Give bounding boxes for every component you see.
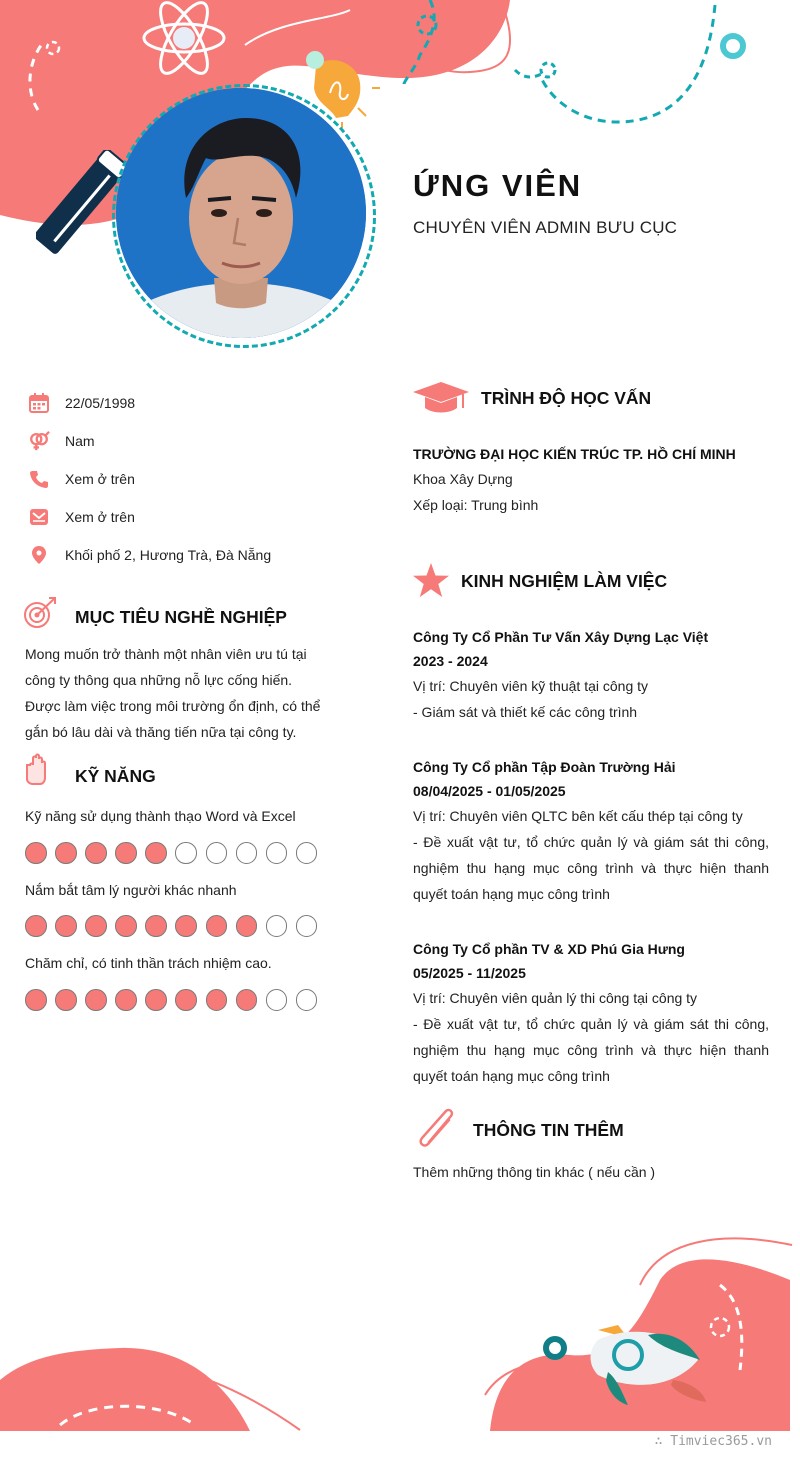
rating-dot-filled: [115, 915, 137, 937]
job-description: - Đề xuất vật tư, tổ chức quản lý và giám sát thi công, nghiệm thu hạng mục công trình và thực hiện thanh quyết toán hạng mục công trình: [413, 1016, 769, 1084]
candidate-position: CHUYÊN VIÊN ADMIN BƯU CỤC: [413, 218, 678, 237]
rating-dot-filled: [85, 915, 107, 937]
rating-dot-filled: [175, 915, 197, 937]
rating-dot-empty: [296, 989, 318, 1011]
experience-title: KINH NGHIỆM LÀM VIỆC: [461, 571, 668, 591]
rating-dot-filled: [55, 915, 77, 937]
job-period: 05/2025 - 11/2025: [413, 965, 526, 981]
info-address: [28, 536, 348, 574]
gender-text: Nam: [65, 433, 95, 449]
job-description: - Đề xuất vật tư, tổ chức quản lý và giám sát thi công, nghiệm thu hạng mục công trình và thực hiện thanh quyết toán hạng mục công trình: [413, 834, 769, 902]
address-text: Khối phố 2, Hương Trà, Đà Nẵng: [65, 547, 272, 563]
education-faculty: Khoa Xây Dựng: [413, 471, 513, 487]
skill-rating: [25, 989, 317, 1011]
rating-dot-filled: [25, 989, 47, 1011]
rating-dot-filled: [145, 989, 167, 1011]
job-company: Công Ty Cổ phần TV & XD Phú Gia Hưng: [413, 941, 685, 957]
rating-dot-empty: [266, 842, 288, 864]
objective-title: MỤC TIÊU NGHỀ NGHIỆP: [75, 607, 287, 627]
rating-dot-empty: [296, 915, 318, 937]
job-entry: [413, 625, 769, 725]
gender-icon: [28, 430, 50, 452]
rating-dot-filled: [115, 842, 137, 864]
extra-title: THÔNG TIN THÊM: [473, 1120, 624, 1140]
rating-dot-filled: [236, 989, 258, 1011]
rating-dot-filled: [85, 842, 107, 864]
avatar: [116, 88, 366, 338]
objective-line: Mong muốn trở thành một nhân viên ưu tú tại: [25, 646, 307, 662]
target-icon: [23, 595, 59, 629]
job-role: Vị trí: Chuyên viên QLTC bên kết cấu thép tại công ty: [413, 808, 743, 824]
phone-icon: [28, 468, 50, 490]
job-entry: [413, 937, 769, 1089]
skill-name: Nắm bắt tâm lý người khác nhanh: [25, 882, 237, 898]
phone-text: Xem ở trên: [65, 471, 135, 487]
info-email: [28, 498, 348, 536]
objective-text: [25, 641, 325, 745]
skill-name: Chăm chỉ, có tinh thần trách nhiệm cao.: [25, 955, 272, 971]
personal-info: [28, 384, 348, 574]
education-grade: Xếp loại: Trung bình: [413, 497, 539, 513]
rating-dot-filled: [206, 915, 228, 937]
birthday-text: 22/05/1998: [65, 395, 136, 411]
rating-dot-empty: [206, 842, 228, 864]
info-gender: [28, 422, 348, 460]
job-entry: [413, 755, 769, 907]
rating-dot-filled: [25, 915, 47, 937]
rating-dot-filled: [236, 915, 258, 937]
job-company: Công Ty Cổ Phần Tư Vấn Xây Dựng Lạc Việt: [413, 629, 709, 645]
job-role: Vị trí: Chuyên viên quản lý thi công tại công ty: [413, 990, 698, 1006]
education-title: TRÌNH ĐỘ HỌC VẤN: [481, 388, 652, 408]
rating-dot-filled: [55, 842, 77, 864]
hand-icon: [24, 753, 48, 785]
objective-line: gắn bó lâu dài và thăng tiến nữa tại công ty.: [25, 724, 297, 740]
watermark: ∴ Timviec365.vn: [654, 1434, 772, 1449]
rating-dot-filled: [25, 842, 47, 864]
education-school: [413, 446, 769, 462]
star-icon: [413, 563, 449, 597]
calendar-icon: [28, 392, 50, 414]
job-company: Công Ty Cổ phần Tập Đoàn Trường Hải: [413, 759, 676, 775]
job-description: - Giám sát và thiết kế các công trình: [413, 704, 638, 720]
location-pin-icon: [28, 544, 50, 566]
rating-dot-filled: [206, 989, 228, 1011]
objective-line: công ty thông qua những nỗ lực cống hiến.: [25, 672, 293, 688]
job-role: Vị trí: Chuyên viên kỹ thuật tại công ty: [413, 678, 649, 694]
extra-text: Thêm những thông tin khác ( nếu cần ): [413, 1164, 656, 1180]
rating-dot-empty: [236, 842, 258, 864]
skill-rating: [25, 915, 317, 937]
objective-line: Được làm việc trong môi trường ổn định, có thể: [25, 698, 321, 714]
rating-dot-filled: [55, 989, 77, 1011]
rating-dot-filled: [145, 915, 167, 937]
info-birthday: [28, 384, 348, 422]
paperclip-icon: [415, 1108, 459, 1150]
skills-title: KỸ NĂNG: [75, 766, 156, 786]
graduation-cap-icon: [413, 380, 469, 414]
rating-dot-filled: [85, 989, 107, 1011]
rating-dot-empty: [266, 989, 288, 1011]
email-text: Xem ở trên: [65, 509, 135, 525]
rating-dot-filled: [115, 989, 137, 1011]
avatar-portrait-icon: [116, 88, 366, 338]
rating-dot-empty: [266, 915, 288, 937]
rating-dot-empty: [296, 842, 318, 864]
skill-name: Kỹ năng sử dụng thành thạo Word và Excel: [25, 808, 296, 824]
rocket-icon: [538, 1320, 718, 1415]
job-period: 08/04/2025 - 01/05/2025: [413, 783, 566, 799]
rating-dot-empty: [175, 842, 197, 864]
email-icon: [28, 506, 50, 528]
skill-rating: [25, 842, 317, 864]
candidate-name: ỨNG VIÊN: [413, 168, 583, 203]
atom-icon: [140, 0, 228, 82]
info-phone: [28, 460, 348, 498]
school-name: TRƯỜNG ĐẠI HỌC KIẾN TRÚC TP. HỒ CHÍ MINH: [413, 446, 736, 462]
job-period: 2023 - 2024: [413, 653, 488, 669]
rating-dot-filled: [175, 989, 197, 1011]
rating-dot-filled: [145, 842, 167, 864]
